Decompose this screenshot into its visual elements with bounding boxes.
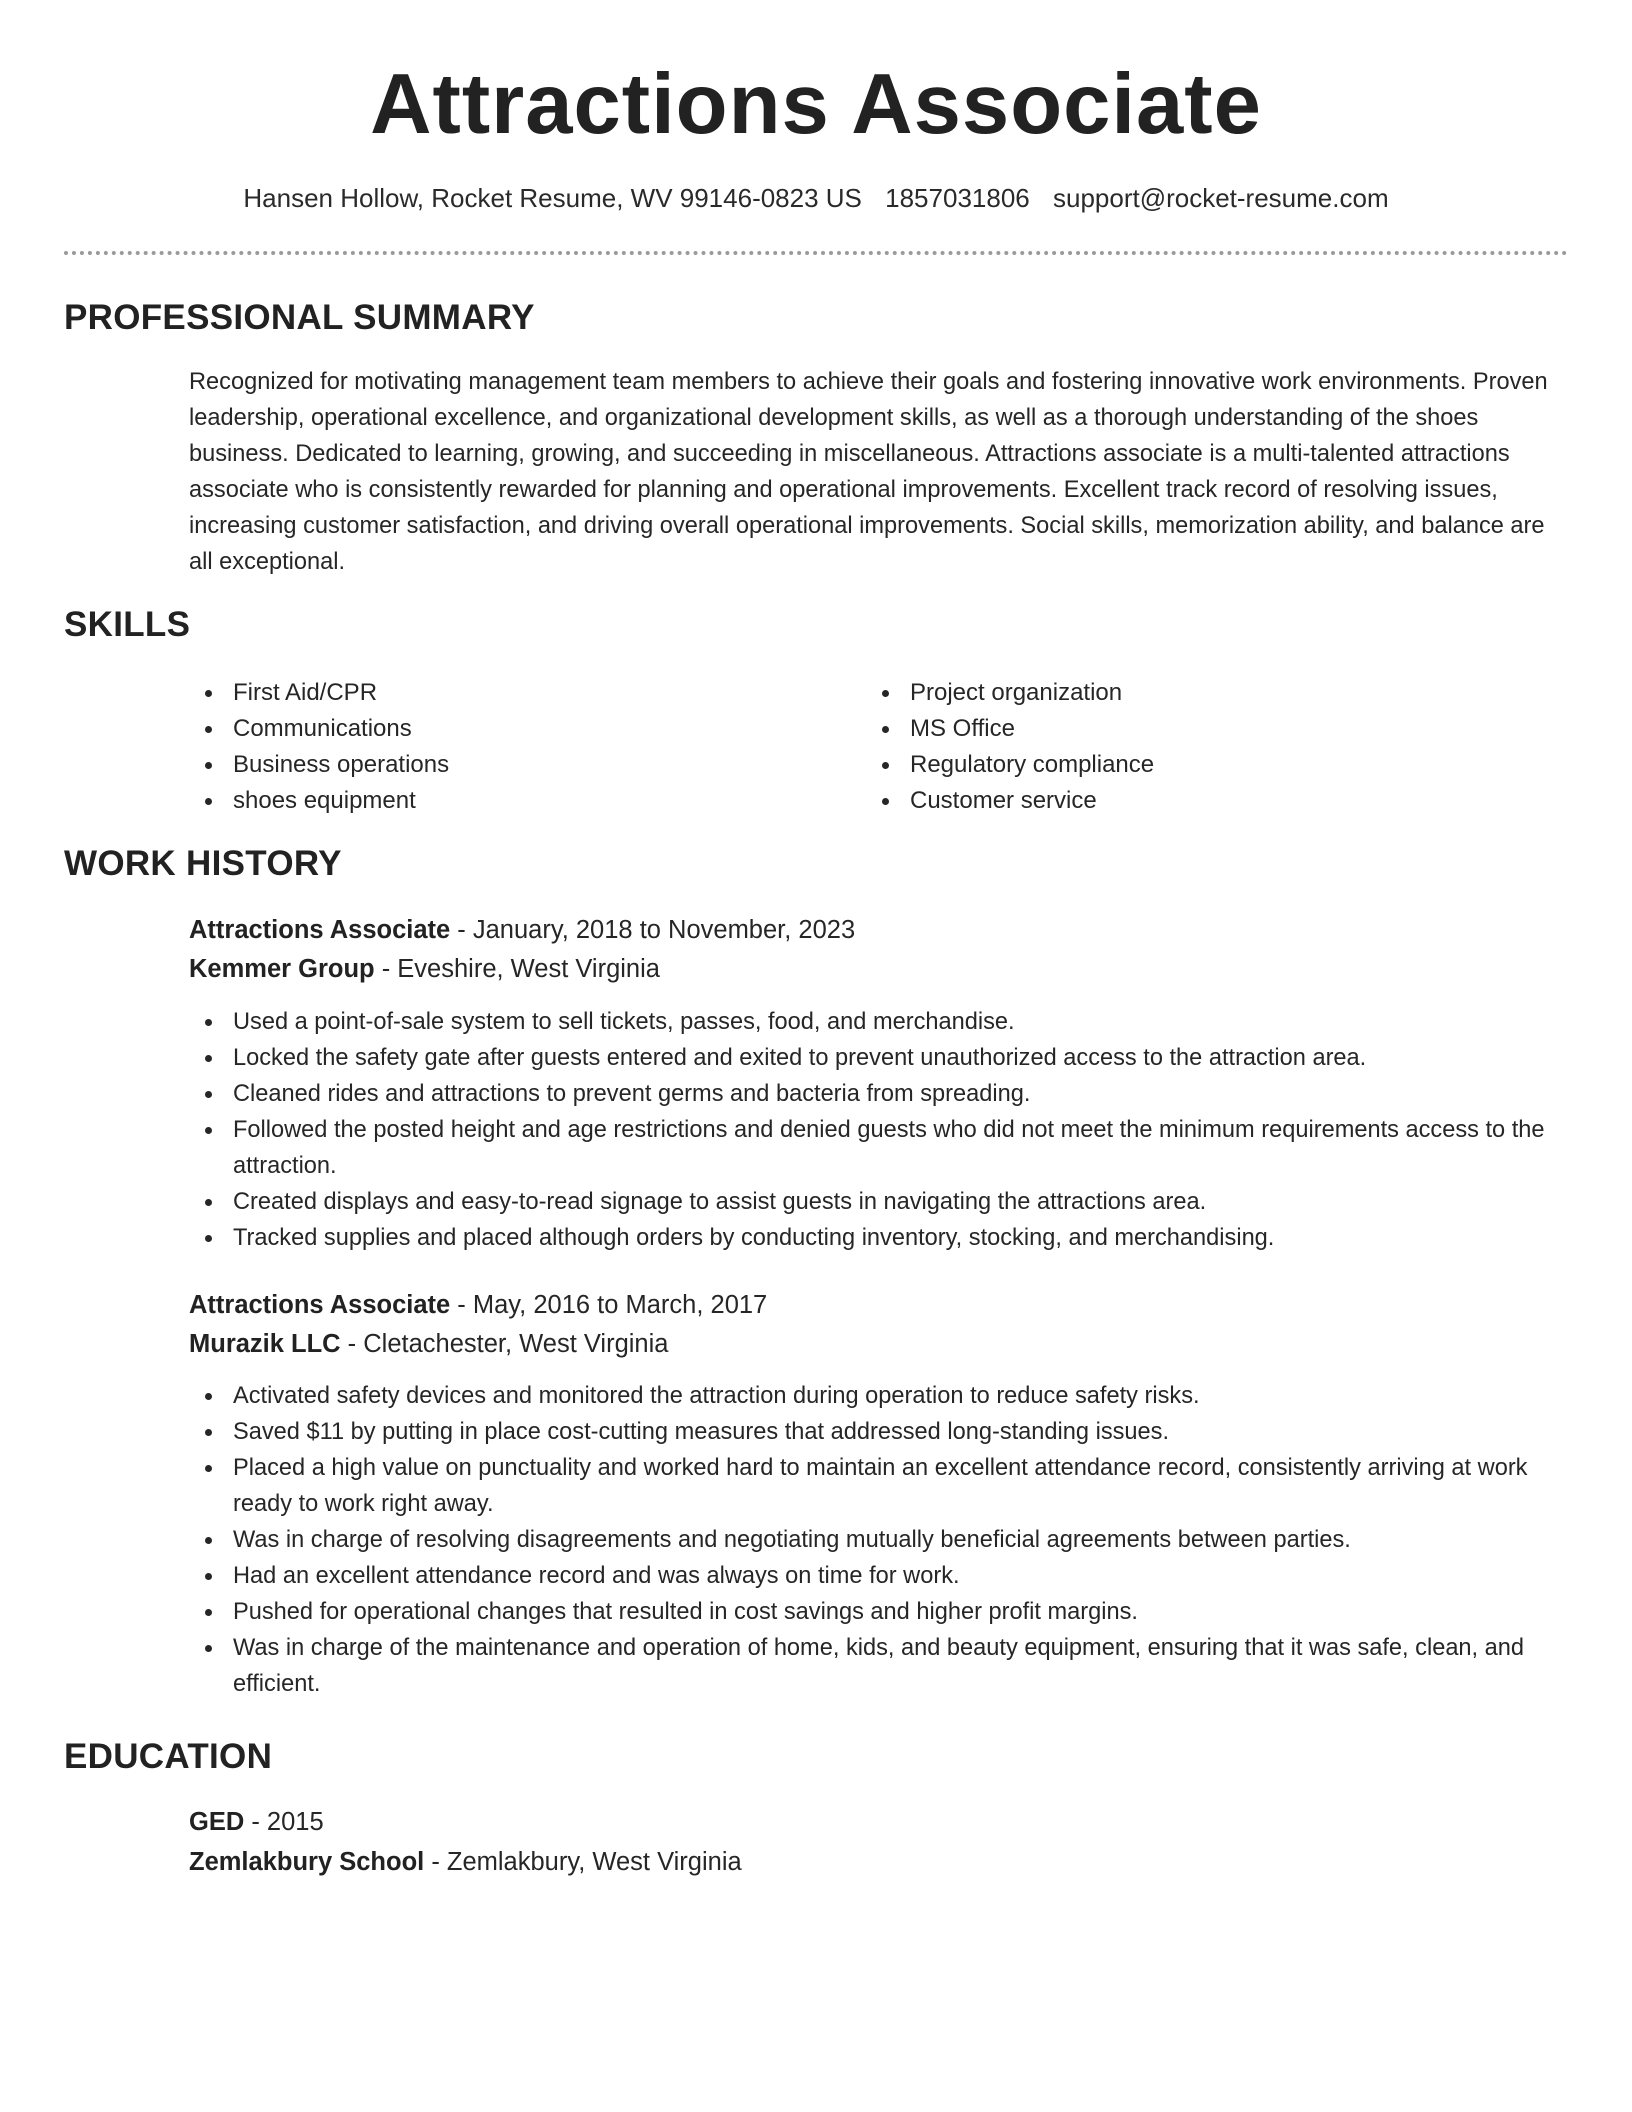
- bullet-icon: [205, 1199, 212, 1206]
- bullet-icon: [205, 762, 212, 769]
- duty-text: Cleaned rides and attractions to prevent germs and bacteria from spreading.: [233, 1081, 1031, 1107]
- work-heading: WORK HISTORY: [64, 844, 342, 883]
- duty-item: [189, 1414, 1574, 1450]
- bullet-icon: [882, 762, 889, 769]
- duty-item: [189, 1076, 1574, 1112]
- skill-label: Business operations: [233, 751, 450, 778]
- skill-item: [189, 675, 449, 711]
- job-company-line: [189, 950, 660, 988]
- skills-list-right: [866, 675, 1154, 819]
- duty-text: Had an excellent attendance record and was always on time for work.: [233, 1563, 960, 1589]
- job-duties-list: [189, 1004, 1574, 1256]
- duty-item: [189, 1220, 1574, 1256]
- skill-item: [866, 711, 1154, 747]
- skill-label: First Aid/CPR: [233, 679, 378, 706]
- job-dates: - May, 2016 to March, 2017: [450, 1291, 768, 1319]
- skill-label: shoes equipment: [233, 787, 416, 814]
- contact-line: [0, 180, 1632, 216]
- skill-item: [866, 783, 1154, 819]
- bullet-icon: [205, 1609, 212, 1616]
- bullet-icon: [205, 690, 212, 697]
- job-title-line: [189, 911, 855, 949]
- bullet-icon: [205, 1429, 212, 1436]
- duty-item: [189, 1004, 1574, 1040]
- duty-text: Locked the safety gate after guests entered and exited to prevent unauthorized access to the attraction area.: [233, 1045, 1367, 1071]
- bullet-icon: [205, 1019, 212, 1026]
- bullet-icon: [205, 798, 212, 805]
- duty-text: Activated safety devices and monitored the attraction during operation to reduce safety risks.: [233, 1383, 1200, 1409]
- education-heading: EDUCATION: [64, 1737, 273, 1776]
- duty-text: Followed the posted height and age restrictions and denied guests who did not meet the minimum requirements access to the attraction.: [233, 1117, 1545, 1179]
- job-location: - Eveshire, West Virginia: [374, 955, 660, 983]
- skill-item: [189, 711, 449, 747]
- education-degree: GED: [189, 1808, 245, 1836]
- education-year: - 2015: [244, 1808, 324, 1836]
- job-company-line: [189, 1325, 668, 1363]
- job-title: Attractions Associate: [189, 1291, 451, 1319]
- header-divider: [64, 251, 1568, 255]
- job-dates: - January, 2018 to November, 2023: [450, 916, 856, 944]
- education-degree-line: [189, 1803, 324, 1841]
- skill-label: Communications: [233, 715, 412, 742]
- job-company: Kemmer Group: [189, 955, 375, 983]
- bullet-icon: [882, 690, 889, 697]
- skills-heading: SKILLS: [64, 605, 191, 644]
- bullet-icon: [205, 1127, 212, 1134]
- duty-item: [189, 1040, 1574, 1076]
- bullet-icon: [205, 1235, 212, 1242]
- duty-text: Was in charge of resolving disagreements and negotiating mutually beneficial agreements between parties.: [233, 1527, 1351, 1553]
- education-school: Zemlakbury School: [189, 1848, 425, 1876]
- duty-item: [189, 1630, 1574, 1702]
- bullet-icon: [882, 726, 889, 733]
- contact-email: support@rocket-resume.com: [1052, 183, 1389, 213]
- skill-label: Customer service: [910, 787, 1097, 814]
- job-title: Attractions Associate: [189, 916, 451, 944]
- bullet-icon: [205, 1465, 212, 1472]
- duty-text: Created displays and easy-to-read signage to assist guests in navigating the attractions area.: [233, 1189, 1207, 1215]
- skill-item: [189, 747, 449, 783]
- resume-title: Attractions Associate: [370, 57, 1262, 152]
- bullet-icon: [205, 1393, 212, 1400]
- education-school-line: [189, 1843, 742, 1881]
- bullet-icon: [882, 798, 889, 805]
- bullet-icon: [205, 1091, 212, 1098]
- duty-item: [189, 1522, 1574, 1558]
- bullet-icon: [205, 1573, 212, 1580]
- bullet-icon: [205, 1537, 212, 1544]
- duty-item: [189, 1558, 1574, 1594]
- skill-label: Project organization: [910, 679, 1123, 706]
- duty-text: Saved $11 by putting in place cost-cutting measures that addressed long-standing issues.: [233, 1419, 1170, 1445]
- bullet-icon: [205, 1645, 212, 1652]
- duty-text: Tracked supplies and placed although orders by conducting inventory, stocking, and merchandising.: [233, 1225, 1275, 1251]
- skill-label: MS Office: [910, 715, 1015, 742]
- duty-text: Placed a high value on punctuality and worked hard to maintain an excellent attendance record, consistently arriving at work ready to work right away.: [233, 1455, 1528, 1517]
- bullet-icon: [205, 726, 212, 733]
- duty-item: [189, 1184, 1574, 1220]
- skill-item: [189, 783, 449, 819]
- duty-text: Pushed for operational changes that resulted in cost savings and higher profit margins.: [233, 1599, 1138, 1625]
- skill-item: [866, 747, 1154, 783]
- skills-list-left: [189, 675, 449, 819]
- duty-item: [189, 1594, 1574, 1630]
- summary-text: Recognized for motivating management team members to achieve their goals and fostering innovative work environments. Proven leadership, operational excellence, and organizational development skills, as well as a thorough understanding of the shoes business. Dedicated to learning, growing, and succeeding in miscellaneous. Attractions associate is a multi-talented attractions associate who is consistently rewarded for planning and operational improvements. Excellent track record of resolving issues, increasing customer satisfaction, and driving overall operational improvements. Social skills, memorization ability, and balance are all exceptional.: [189, 369, 1548, 575]
- contact-address: Hansen Hollow, Rocket Resume, WV 99146-0823 US: [243, 183, 862, 213]
- duty-text: Was in charge of the maintenance and operation of home, kids, and beauty equipment, ensuring that it was safe, clean, and efficient.: [233, 1635, 1525, 1697]
- duty-item: [189, 1112, 1574, 1184]
- job-duties-list: [189, 1378, 1574, 1702]
- bullet-icon: [205, 1055, 212, 1062]
- summary-heading: PROFESSIONAL SUMMARY: [64, 298, 535, 337]
- education-location: - Zemlakbury, West Virginia: [424, 1848, 742, 1876]
- skill-label: Regulatory compliance: [910, 751, 1155, 778]
- contact-phone: 1857031806: [885, 183, 1030, 213]
- duty-item: [189, 1378, 1574, 1414]
- duty-item: [189, 1450, 1574, 1522]
- duty-text: Used a point-of-sale system to sell tickets, passes, food, and merchandise.: [233, 1009, 1015, 1035]
- skill-item: [866, 675, 1154, 711]
- job-company: Murazik LLC: [189, 1330, 341, 1358]
- job-title-line: [189, 1286, 767, 1324]
- job-location: - Cletachester, West Virginia: [340, 1330, 669, 1358]
